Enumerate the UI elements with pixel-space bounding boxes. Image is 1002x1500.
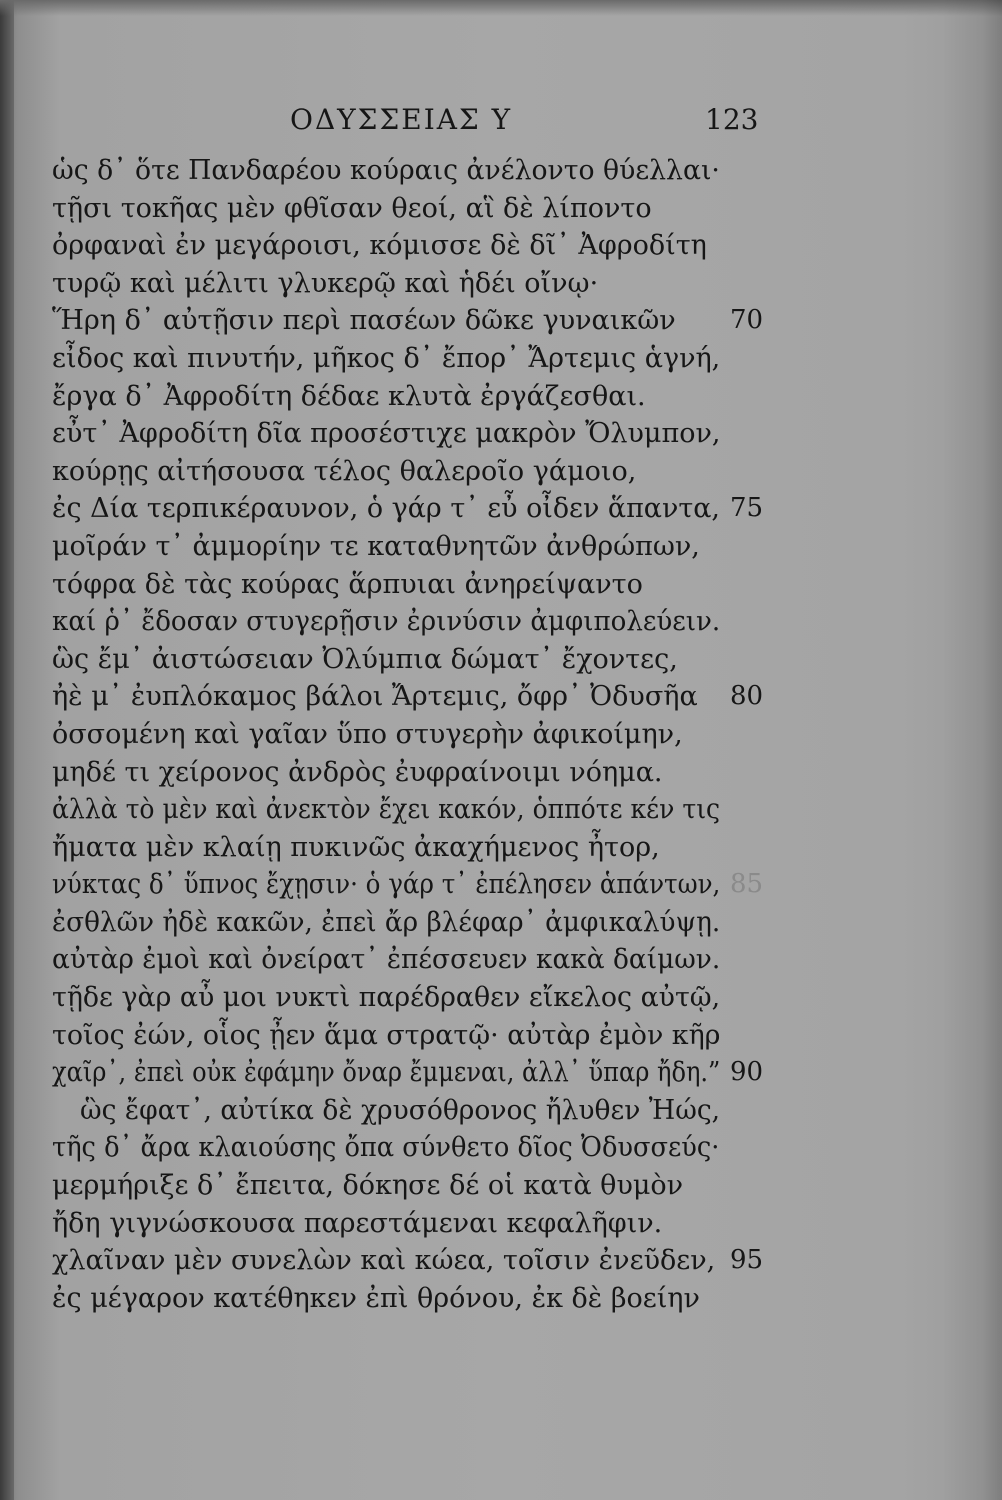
verse-line-text: χαῖρ᾽, ἐπεὶ οὐκ ἐφάμην ὄναρ ἔμμεναι, ἀλλ᾽ ὕπαρ ἤδη.” <box>52 1057 721 1089</box>
verse-line <box>52 227 772 265</box>
verse-line <box>52 528 772 566</box>
line-number: 75 <box>730 493 764 524</box>
verse-line <box>52 1092 772 1130</box>
verse-line <box>52 490 772 528</box>
verse-line-text: μηδέ τι χείρονος ἀνδρὸς ἐυφραίνοιμι νόημα. <box>52 756 663 788</box>
verse-line <box>52 1017 772 1055</box>
verse-line <box>52 378 772 416</box>
verse-line-text: τῆς δ᾽ ἄρα κλαιούσης ὄπα σύνθετο δῖος Ὀδυσσεύς· <box>52 1132 720 1164</box>
line-number: 70 <box>730 305 764 336</box>
verse-line-text: νύκτας δ᾽ ὕπνος ἔχῃσιν· ὁ γάρ τ᾽ ἐπέλησεν ἁπάντων, <box>52 869 721 901</box>
verse-line-text: τοῖος ἐών, οἷος ᾖεν ἅμα στρατῷ· αὐτὰρ ἐμὸν κῆρ <box>52 1019 721 1051</box>
verse-line <box>52 603 772 641</box>
verse-line-text: ὀρφαναὶ ἐν μεγάροισι, κόμισσε δὲ δῖ᾽ Ἀφροδίτη <box>52 230 707 262</box>
line-number: 85 <box>730 869 764 900</box>
verse-line-text: μοῖράν τ᾽ ἀμμορίην τε καταθνητῶν ἀνθρώπων, <box>52 530 700 562</box>
verse-line-text: ὀσσομένη καὶ γαῖαν ὕπο στυγερὴν ἀφικοίμην, <box>52 718 683 750</box>
verse-line-text: ὣς ἔμ᾽ ἀιστώσειαν Ὀλύμπια δώματ᾽ ἔχοντες, <box>52 643 678 675</box>
verse-line-text: ἠὲ μ᾽ ἐυπλόκαμος βάλοι Ἄρτεμις, ὄφρ᾽ Ὀδυσῆα <box>52 681 698 713</box>
verse-line <box>52 1205 772 1243</box>
verse-line <box>52 754 772 792</box>
verse-line-text: ἤματα μὲν κλαίῃ πυκινῶς ἀκαχήμενος ἦτορ, <box>52 831 660 863</box>
verse-line <box>52 190 772 228</box>
verse-line-text: Ἥρη δ᾽ αὐτῇσιν περὶ πασέων δῶκε γυναικῶν <box>52 305 676 337</box>
verse-line <box>52 152 772 190</box>
verse-line <box>52 904 772 942</box>
line-number: 80 <box>730 681 764 712</box>
verse-line-text: καί ῥ᾽ ἔδοσαν στυγερῇσιν ἐρινύσιν ἀμφιπολεύειν. <box>52 606 721 638</box>
verse-line-text: τόφρα δὲ τὰς κούρας ἅρπυιαι ἀνηρείψαντο <box>52 568 643 600</box>
verse-line-text: ἤδη γιγνώσκουσα παρεστάμεναι κεφαλῆφιν. <box>52 1207 663 1239</box>
verse-line <box>52 566 772 604</box>
verse-line <box>52 716 772 754</box>
line-number: 90 <box>730 1057 764 1088</box>
verse-line <box>52 265 772 303</box>
running-head-title: ΟΔΥΣΣΕΙΑΣ Υ <box>290 103 513 136</box>
verse-block <box>52 152 772 1317</box>
verse-line-text: ἐς Δία τερπικέραυνον, ὁ γάρ τ᾽ εὖ οἶδεν ἅπαντα, <box>52 493 720 525</box>
verse-line <box>52 979 772 1017</box>
verse-line-text: εἶδος καὶ πινυτήν, μῆκος δ᾽ ἔπορ᾽ Ἄρτεμις ἁγνή, <box>52 342 721 374</box>
verse-line-text: χλαῖναν μὲν συνελὼν καὶ κώεα, τοῖσιν ἐνεῦδεν, <box>52 1245 716 1277</box>
verse-line-text: ἀλλὰ τὸ μὲν καὶ ἀνεκτὸν ἔχει κακόν, ὁππότε κέν τις <box>52 794 721 826</box>
verse-line-text: μερμήριξε δ᾽ ἔπειτα, δόκησε δέ οἱ κατὰ θυμὸν <box>52 1170 684 1202</box>
page-top-edge <box>0 0 1002 16</box>
page-right-shadow <box>942 0 1002 1500</box>
verse-line <box>52 415 772 453</box>
page-number: 123 <box>705 103 759 136</box>
verse-line-text: τυρῷ καὶ μέλιτι γλυκερῷ καὶ ἡδέι οἴνῳ· <box>52 267 599 299</box>
line-number: 95 <box>730 1245 764 1276</box>
verse-line <box>52 678 772 716</box>
verse-line <box>52 1280 772 1318</box>
verse-line-text: ἐσθλῶν ἠδὲ κακῶν, ἐπεὶ ἄρ βλέφαρ᾽ ἀμφικαλύψῃ. <box>52 906 721 938</box>
verse-line <box>52 829 772 867</box>
verse-line <box>52 302 772 340</box>
verse-line-text: ὣς ἔφατ᾽, αὐτίκα δὲ χρυσόθρονος ἤλυθεν Ἠώς, <box>80 1094 721 1126</box>
verse-line-text: τῇσι τοκῆας μὲν φθῖσαν θεοί, αἳ δὲ λίποντο <box>52 192 652 224</box>
verse-line <box>52 340 772 378</box>
verse-line <box>52 1167 772 1205</box>
verse-line-text: ἔργα δ᾽ Ἀφροδίτη δέδαε κλυτὰ ἐργάζεσθαι. <box>52 380 646 412</box>
verse-line <box>52 866 772 904</box>
verse-line-text: ἐς μέγαρον κατέθηκεν ἐπὶ θρόνου, ἐκ δὲ βοείην <box>52 1282 700 1314</box>
verse-line-text: τῇδε γὰρ αὖ μοι νυκτὶ παρέδραθεν εἴκελος αὐτῷ, <box>52 982 721 1014</box>
verse-line-text: κούρῃς αἰτήσουσα τέλος θαλεροῖο γάμοιο, <box>52 455 637 487</box>
verse-line <box>52 791 772 829</box>
verse-line-text: εὖτ᾽ Ἀφροδίτη δῖα προσέστιχε μακρὸν Ὄλυμπον, <box>52 418 721 450</box>
verse-line <box>52 641 772 679</box>
page-binding-edge <box>0 0 14 1500</box>
verse-line-text: ὡς δ᾽ ὅτε Πανδαρέου κούραις ἀνέλοντο θύελλαι· <box>52 155 720 186</box>
verse-line <box>52 453 772 491</box>
verse-line <box>52 941 772 979</box>
verse-line <box>52 1054 772 1092</box>
verse-line <box>52 1129 772 1167</box>
verse-line <box>52 1242 772 1280</box>
verse-line-text: αὐτὰρ ἐμοὶ καὶ ὀνείρατ᾽ ἐπέσσευεν κακὰ δαίμων. <box>52 944 721 976</box>
running-head <box>0 103 1002 139</box>
